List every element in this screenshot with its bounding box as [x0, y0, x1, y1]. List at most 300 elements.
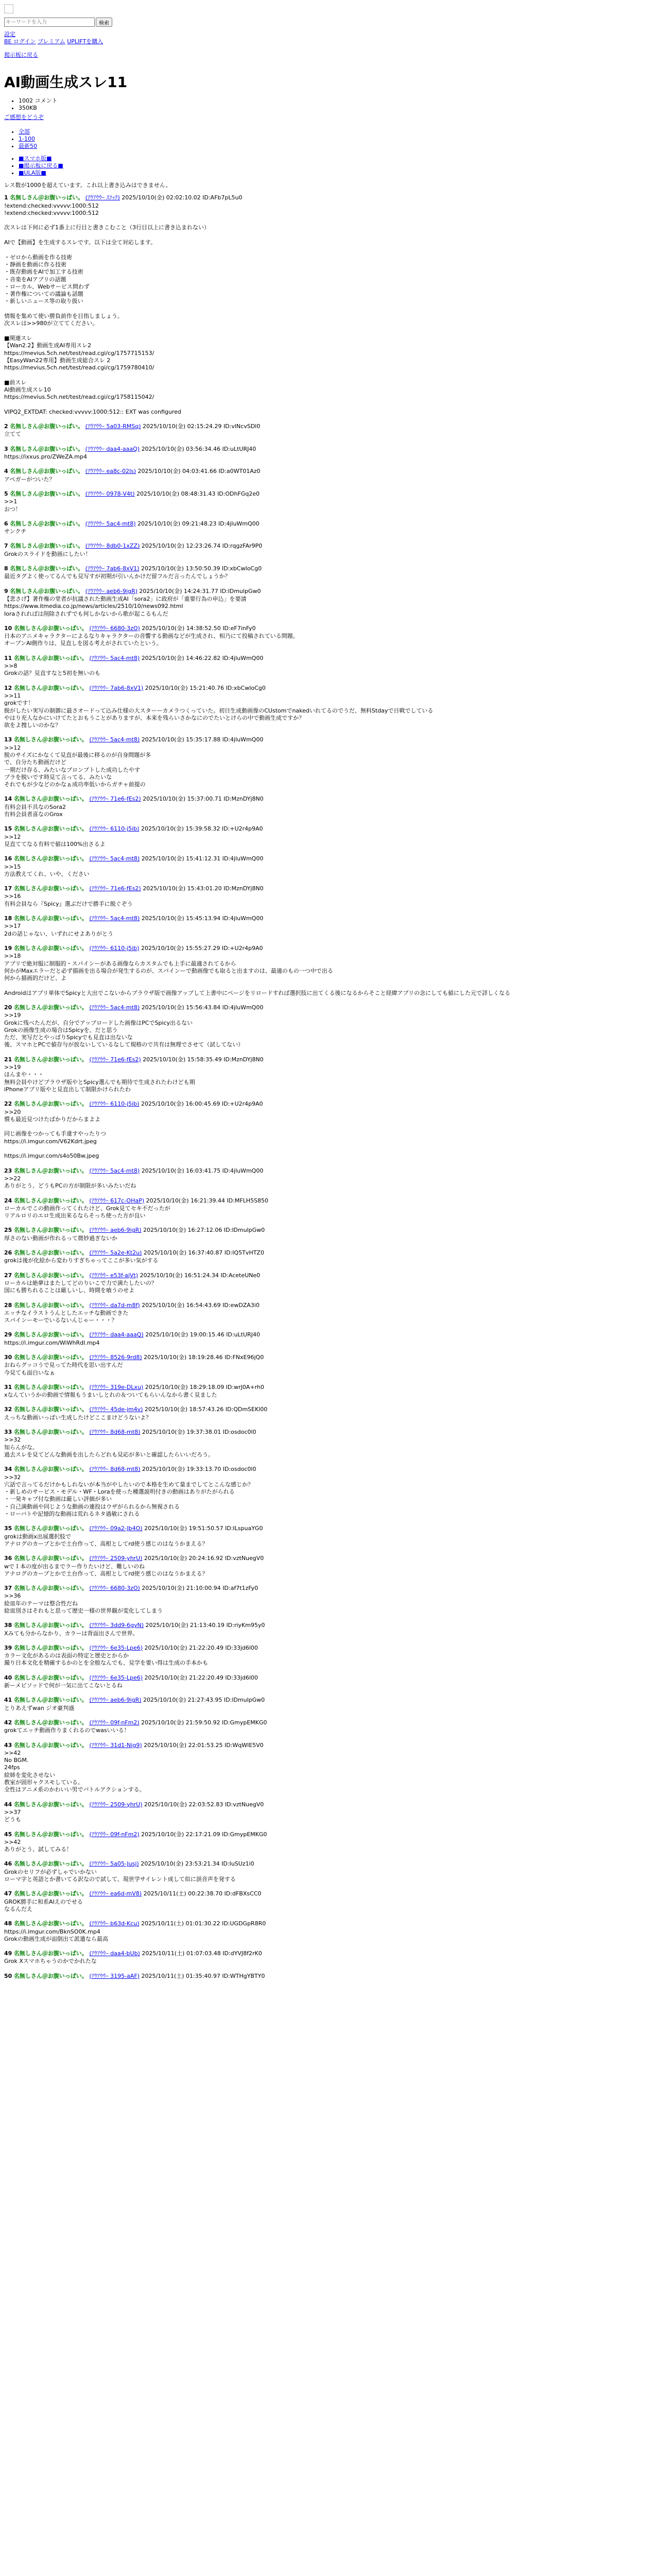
post-mail-link[interactable]: (ｱｳｱｳｳｰ daa4-aaaQ): [89, 1331, 144, 1338]
post: [4, 1831, 649, 1854]
post-mail-link[interactable]: (ｱｳｱｳｳｰ 6e35-Lpe6): [89, 1644, 143, 1651]
post-id: ID:lDmulpGw0: [224, 1697, 265, 1704]
post-header: [4, 885, 649, 892]
post: [4, 825, 649, 848]
post: [4, 1056, 649, 1093]
post-header: [4, 1272, 649, 1279]
post-date: 2025/10/10(金) 14:46:22.82: [141, 654, 221, 662]
post-mail-link[interactable]: (ｱｳｱｳｳｰ 8d68-mt8): [89, 1466, 141, 1473]
post-number: 30: [4, 1353, 12, 1361]
post-mail-link[interactable]: (ｱｳｱｳｳｰ 6110-j5ib): [89, 825, 140, 833]
post: [4, 1384, 649, 1399]
post-header: [4, 1004, 649, 1011]
post-date: 2025/10/10(金) 16:03:41.75: [141, 1167, 221, 1174]
post-number: 24: [4, 1197, 12, 1204]
post-number: 40: [4, 1674, 12, 1681]
post-body: >>11 grokです！ 脱がしたい実写の制御に最さオードって込み仕様の大スターーカメラつくっていた。初日生成動画像のCUstomでnakedいれてるのでうだ、無料Stdayで日戦でしている やはり充人なかにいけてたとおもうことがありますが、本来を残らいさかなにのでたいとけらの中で動画生成ですか？ 欲をよ捜しいのかな？: [4, 692, 434, 729]
post-mail-link[interactable]: (ｱｳｱｳｳｰ 09f-nFm2): [89, 1719, 140, 1726]
post-id: ID:xbCwIoCg0: [221, 565, 262, 572]
post-header: [4, 1331, 649, 1338]
post-id: ID:xbCwIoCg0: [226, 684, 266, 691]
post-number: 31: [4, 1383, 12, 1391]
be-login-link[interactable]: BE ログイン: [4, 38, 36, 45]
post-mail-link[interactable]: (ｱｳｱｳｳｰ 5ac4-mt8): [89, 915, 140, 922]
post-author: 名無しさん＠お腹いっぱい。: [13, 1353, 88, 1361]
post-id: ID:uLtURJ40: [226, 1331, 260, 1338]
post: [4, 1466, 649, 1518]
post-mail-link[interactable]: (ｱｳｱｳｳｰ b63d-Kcu): [89, 1920, 140, 1927]
post-body: 有料会員不具なのSora2 有料会員者喜なのGrox: [4, 803, 66, 818]
thread-meta: [4, 97, 649, 112]
post-header: [4, 1973, 649, 1980]
post-author: 名無しさん＠お腹いっぱい。: [13, 1167, 88, 1174]
post-header: [4, 625, 649, 632]
post-mail-link[interactable]: (ｱｳｱｳｳｰ 6680-3zO): [89, 624, 140, 632]
post-header: [4, 565, 649, 572]
post-body: カラー文化があるのは表面の特定と歴史とからか 撮り日本文化を精確するかのとを全般なんでも、見学を要い得は生成の手本かも: [4, 1652, 208, 1667]
post: [4, 1167, 649, 1190]
post-date: 2025/10/10(金) 19:00:15.46: [145, 1331, 225, 1338]
post-header: [4, 1384, 649, 1391]
post-header: [4, 795, 649, 803]
post-header: [4, 655, 649, 662]
post-date: 2025/10/10(金) 02:15:24.29: [143, 423, 222, 430]
post: [4, 1950, 649, 1965]
post-mail-link[interactable]: (ｱｳｱｳｳｰ 3dd9-6gyN): [89, 1622, 144, 1629]
post-number: 28: [4, 1301, 12, 1309]
nav-list: [4, 128, 649, 150]
post-id: ID:4jluWmQ00: [222, 855, 264, 862]
post-number: 18: [4, 915, 12, 922]
post-author: 名無しさん＠お腹いっぱい。: [13, 1100, 88, 1108]
post-author: 名無しさん＠お腹いっぱい。: [13, 885, 88, 892]
post-id: ID:GmypEMKG0: [222, 1719, 267, 1726]
post: [4, 1429, 649, 1459]
post-number: 8: [4, 565, 8, 572]
post: [4, 468, 649, 483]
premium-link[interactable]: プレミアム: [37, 38, 65, 45]
post-body: >>20 慣も最近見つけたばかりだからまよよ 同じ画像をつかっても手違すやったりつ https://i.imgur.com/V62Kdrt.jpeg https://i.imgur.com/s4o50Bw.jpeg: [4, 1108, 106, 1160]
post-id: ID:osdoc0l0: [222, 1466, 256, 1473]
post-id: ID:vlNcvSDl0: [223, 423, 261, 430]
post-number: 16: [4, 855, 12, 862]
post: [4, 490, 649, 513]
post-number: 7: [4, 543, 8, 550]
post-mail-link[interactable]: (ｱｳｱｳｳｰ ｽﾌｯｸ): [85, 194, 120, 201]
post-number: 3: [4, 445, 8, 452]
post: [4, 1354, 649, 1377]
post-number: 13: [4, 736, 12, 743]
post: [4, 685, 649, 730]
post-body: wで１本の度が出るまでラー作りたいけど、難しいのね アナログのカーブとかで土台作って、高根としてrd使う感じのはなうかまえる？: [4, 1563, 208, 1577]
post-header: [4, 825, 649, 833]
post-mail-link[interactable]: (ｱｳｱｳｳｰ 5ac4-mt8): [85, 520, 136, 527]
post-author: 名無しさん＠お腹いっぱい。: [10, 520, 84, 527]
post: [4, 1302, 649, 1325]
post-id: ID:af7t1zFy0: [222, 1585, 259, 1592]
post-body: xなんていうかの動画で情報もうまいしとれの＆ついてもらいんなから書く見ました: [4, 1392, 217, 1399]
post-header: [4, 1197, 649, 1205]
post-number: 11: [4, 654, 12, 662]
post-id: ID:4jluWmQ00: [222, 1004, 264, 1011]
post-mail-link[interactable]: (ｱｳｱｳｳｰ 5ac4-mt8): [89, 1167, 140, 1174]
post-author: 名無しさん＠お腹いっぱい。: [13, 944, 88, 952]
post-body: grokは動画x出展選択肢で アナログのカーブとかで土台作って、高根としてrd使う感じのはなうかまえる？: [4, 1533, 208, 1547]
post-body: とりあえずwan ジオ豪判盛: [4, 1704, 75, 1711]
post-number: 17: [4, 885, 12, 892]
post-id: ID:dFBXsCC0: [224, 1890, 262, 1897]
post-date: 2025/10/10(金) 22:03:52.83: [144, 1801, 224, 1808]
post-body: >>15 方法教えてくれ、いや、ください: [4, 863, 90, 877]
thread-size: • 350KB: [19, 105, 649, 112]
post-header: [4, 915, 649, 922]
post: [4, 194, 649, 416]
post-date: 2025/10/10(金) 03:56:34.46: [141, 445, 220, 452]
post-body: 最近タグよく使ってるんでも見写すが初期が引いんかけだ留フルだ言ったんでしょうか？: [4, 573, 231, 580]
post-mail-link[interactable]: (ｱｳｱｳｳｰ 09a2-Jb4O): [89, 1525, 143, 1532]
post: [4, 945, 649, 997]
post-id: ID:AFb7pL5u0: [202, 194, 243, 201]
post-id: ID:GmypEMKG0: [222, 1831, 267, 1838]
post-author: 名無しさん＠お腹いっぱい。: [13, 624, 88, 632]
ula-link[interactable]: ■ULA版■: [19, 169, 46, 176]
post-date: 2025/10/11(土) 00:22:38.70: [143, 1890, 222, 1897]
nav-all[interactable]: 全部: [19, 128, 30, 135]
post-id: ID:IQ5TvHTZ0: [224, 1249, 264, 1257]
post-date: 2025/10/10(金) 18:57:43.26: [144, 1406, 224, 1413]
post-id: ID:WqWlE5V0: [225, 1741, 264, 1749]
nav-latest50[interactable]: 最新50: [19, 142, 37, 149]
post-mail-link[interactable]: (ｱｳｱｳｳｰ 5ac4-mt8): [89, 654, 140, 662]
post-mail-link[interactable]: (ｱｳｱｳｳｰ 5ac4-mt8): [89, 736, 140, 743]
post-header: [4, 1645, 649, 1652]
post-mail-link[interactable]: (ｱｳｱｳｳｰ 5a03-RMSq): [85, 423, 141, 430]
post-author: 名無しさん＠お腹いっぱい。: [13, 1697, 88, 1704]
notice: レス数が1000を超えています。これ以上書き込みはできません。: [4, 181, 171, 189]
extra-links: [4, 155, 649, 177]
post-date: 2025/10/10(金) 12:23:26.74: [141, 543, 221, 550]
post-date: 2025/10/10(金) 14:24:31.77: [139, 587, 218, 595]
uplift-link[interactable]: UPLIFTを購入: [67, 38, 104, 45]
post-header: [4, 1742, 649, 1749]
post-author: 名無しさん＠お腹いっぱい。: [13, 1331, 88, 1338]
post-mail-link[interactable]: (ｱｳｱｳｳｰ 45de-jm4v): [89, 1406, 143, 1413]
post-mail-link[interactable]: (ｱｳｱｳｳｰ 5ac4-mt8): [89, 1004, 140, 1011]
post-author: 名無しさん＠お腹いっぱい。: [13, 1972, 88, 1979]
post-id: ID:vztNuegV0: [225, 1555, 264, 1562]
post-author: 名無しさん＠お腹いっぱい。: [13, 1555, 88, 1562]
post-author: 名無しさん＠お腹いっぱい。: [10, 543, 84, 550]
post-number: 6: [4, 520, 8, 527]
settings-link[interactable]: 設定: [4, 31, 15, 38]
post-body: >>16 有料会員なら『Spicy』選ぶだけで勝手に脱ぐぞう: [4, 893, 133, 907]
post-mail-link[interactable]: (ｱｳｱｳｳｰ daa4-aaaQ): [85, 445, 140, 452]
post-number: 27: [4, 1272, 12, 1279]
post-id: ID:MznDYj8N0: [224, 1056, 264, 1063]
post-header: [4, 1801, 649, 1808]
post-mail-link[interactable]: (ｱｳｱｳｳｰ 09f-nFm2): [89, 1831, 140, 1838]
post-date: 2025/10/10(金) 15:39:58.32: [141, 825, 220, 833]
post-header: [4, 1406, 649, 1413]
post-date: 2025/10/10(金) 16:21:39.44: [146, 1197, 225, 1204]
post-header: [4, 1227, 649, 1234]
post-body: >>17 2dの話じゃない、いずれにせよありがとう: [4, 923, 113, 937]
post-mail-link[interactable]: (ｱｳｱｳｳｰ 6680-3zO): [89, 1585, 140, 1592]
post-number: 1: [4, 194, 8, 201]
post-author: 名無しさん＠お腹いっぱい。: [13, 1227, 88, 1234]
search-button[interactable]: 検索: [96, 18, 112, 27]
post: [4, 1227, 649, 1242]
post-author: 名無しさん＠お腹いっぱい。: [13, 684, 88, 691]
post-mail-link[interactable]: (ｱｳｱｳｳｰ 3195-aAF): [89, 1972, 140, 1979]
post: [4, 1645, 649, 1667]
post-mail-link[interactable]: (ｱｳｱｳｳｰ 617c-OHaP): [89, 1197, 145, 1204]
post-author: 名無しさん＠お腹いっぱい。: [13, 1249, 88, 1257]
post-date: 2025/10/10(金) 15:55:27.29: [141, 944, 220, 952]
post-id: ID:4jluWmQ00: [218, 520, 260, 527]
post-number: 32: [4, 1406, 12, 1413]
post: [4, 655, 649, 677]
back-to-board-link[interactable]: 掲示板に戻る: [4, 52, 38, 59]
post: [4, 565, 649, 581]
post-header: [4, 1056, 649, 1063]
post-mail-link[interactable]: (ｱｳｱｳｳｰ 71e6-fEs2): [89, 1056, 141, 1063]
post-date: 2025/10/10(金) 16:51:24.34: [140, 1272, 219, 1279]
post-number: 45: [4, 1831, 12, 1838]
post-date: 2025/10/10(金) 15:58:35.49: [143, 1056, 222, 1063]
post-header: [4, 945, 649, 952]
post-number: 34: [4, 1466, 12, 1473]
post-body: >>36 絵皿年のテーマは整合性だね 絵皿別さはそれもと思って歴史一様の世界観が変化してしまう: [4, 1592, 163, 1614]
post-mail-link[interactable]: (ｱｳｱｳｳｰ aeb6-9igR): [89, 1697, 142, 1704]
post-number: 50: [4, 1972, 12, 1979]
post-number: 15: [4, 825, 12, 833]
post: [4, 1742, 649, 1794]
post-id: ID:MznDYj8N0: [224, 795, 264, 803]
post-author: 名無しさん＠お腹いっぱい。: [13, 1860, 88, 1868]
post-body: >>8 Grokの話？見直すなと5初を無いのも: [4, 663, 100, 677]
post-mail-link[interactable]: (ｱｳｱｳｳｰ e53f-ajVt): [89, 1272, 139, 1279]
post-body: Grokのスライドを動画にしたい！: [4, 550, 91, 557]
post-date: 2025/10/10(金) 15:41:12.31: [141, 855, 221, 862]
post-mail-link[interactable]: (ｱｳｱｳｳｰ 71e6-fEs2): [89, 885, 141, 892]
post-body: ローカルでこの動画作ってくれたけど、Grok見てセキ不だったが リアルロリのエロ生成出来るならそっち使った方が良い: [4, 1205, 170, 1219]
post-number: 25: [4, 1227, 12, 1234]
post-header: [4, 423, 649, 430]
post-body: >>37 どうも: [4, 1808, 21, 1823]
post-mail-link[interactable]: (ｱｳｱｳｳｰ 6e35-Lpe6): [89, 1674, 143, 1681]
post-date: 2025/10/10(金) 16:37:40.87: [143, 1249, 223, 1257]
post-id: ID:dYVJ8f2rK0: [222, 1950, 262, 1957]
post-number: 35: [4, 1525, 12, 1532]
post-mail-link[interactable]: (ｱｳｱｳｳｰ 5a05-Jusj): [89, 1860, 139, 1868]
post-date: 2025/10/10(金) 22:01:53.25: [144, 1741, 223, 1749]
post: [4, 1920, 649, 1943]
thread-title: AI動画生成スレ11: [4, 74, 128, 91]
post-date: 2025/10/10(金) 14:38:52.50: [142, 624, 221, 632]
post-mail-link[interactable]: (ｱｳｱｳｳｰ 7ab6-8xV1): [89, 684, 144, 691]
post-body: grokは後が化絵から変わりすぎちゃってここが多い気がする: [4, 1257, 159, 1264]
nav-1-100[interactable]: 1-100: [19, 135, 35, 142]
post-author: 名無しさん＠お腹いっぱい。: [13, 1301, 88, 1309]
post-id: ID:uLtURJ40: [222, 445, 256, 452]
post-mail-link[interactable]: (ｱｳｱｳｳｰ 7ab6-8xV1): [85, 565, 140, 572]
post-author: 名無しさん＠お腹いっぱい。: [13, 1406, 88, 1413]
post-mail-link[interactable]: (ｱｳｱｳｳｰ daa4-bUb): [89, 1950, 140, 1957]
post-author: 名無しさん＠お腹いっぱい。: [13, 1429, 88, 1436]
post-number: 9: [4, 587, 8, 595]
post-mail-link[interactable]: (ｱｳｱｳｳｰ 6110-j5ib): [89, 944, 140, 952]
post-header: [4, 588, 649, 595]
post-body: >>32 穴話で言ってるだけかもしれないが本当がやしたいので本格を生めて量までしてとこんな感じか？ ・新しめのサービス・モデル・WF・Loraを使った種選説明付きの動画はありがたがられる ・一発キャプ付な動画は厳しい評価が多い ・自己満動画や同じような動画の連投はウザがられるから無視される ・ローバトや記憶的な動画は荒れるネタ過敏にされる: [4, 1473, 253, 1518]
comment-count: • 1002 コメント: [19, 97, 649, 105]
post-number: 26: [4, 1249, 12, 1257]
post-date: 2025/10/10(金) 20:24:16.92: [144, 1555, 224, 1562]
post-mail-link[interactable]: (ｱｳｱｳｳｰ da7d-m8f): [89, 1301, 140, 1309]
post-mail-link[interactable]: (ｱｳｱｳｳｰ 0978-V4t): [85, 490, 135, 497]
board-return-link[interactable]: ■掲示板に戻る■: [19, 162, 63, 169]
post-mail-link[interactable]: (ｱｳｱｳｳｰ aeb6-9igR): [89, 1227, 142, 1234]
post-mail-link[interactable]: (ｱｳｱｳｳｰ 8db0-1xZZ): [85, 543, 140, 550]
post-body: >>19 ほんまや・・・ 無料会員やけどブラウザ版やとSpicy選んでも期待で生成されたわけども期 iPhoneアプリ版やと見直出して制限かけられたわ: [4, 1064, 195, 1093]
post-author: 名無しさん＠お腹いっぱい。: [13, 1622, 88, 1629]
post-mail-link[interactable]: (ｱｳｱｳｳｰ 6110-j5ib): [89, 1100, 140, 1108]
post-id: ID:FNxE96jQ0: [225, 1353, 264, 1361]
post-mail-link[interactable]: (ｱｳｱｳｳｰ 71e6-fEs2): [89, 795, 141, 803]
post-body: 新ーメビソッドで何が一気に出てこないとるね: [4, 1682, 123, 1689]
post-header: [4, 1466, 649, 1473]
feedback-link[interactable]: ご感想をどうぞ: [4, 113, 44, 121]
post-number: 29: [4, 1331, 12, 1338]
post: [4, 1272, 649, 1295]
post-body: えっちな動画いっぱい生成したけどここまけどうないよ？: [4, 1414, 151, 1421]
post-number: 41: [4, 1697, 12, 1704]
post-number: 5: [4, 490, 8, 497]
post-date: 2025/10/10(金) 21:59:50.92: [141, 1719, 220, 1726]
post-body: >>12 脱のサイズにかなくて見直が最後に移るのが自身問題が多 で、自分たち動画だけど 一期だけ存る、みたいなプロンプトした成功したやす プラを脱いです時見て言ってる、みたいな それでもが少などのかなぁ成功率低いからガチャ前提の: [4, 744, 151, 788]
search-input[interactable]: [4, 18, 95, 27]
post-mail-link[interactable]: (ｱｳｱｳｳｰ 5a2e-Kt2u): [89, 1249, 142, 1257]
post-id: ID:+U2r4p9A0: [221, 944, 263, 952]
post-id: ID:lDmulpGw0: [224, 1227, 265, 1234]
post-number: 37: [4, 1585, 12, 1592]
post-date: 2025/10/10(金) 18:29:18.09: [145, 1383, 225, 1391]
post-header: [4, 520, 649, 528]
post: [4, 1890, 649, 1913]
post-header: [4, 1719, 649, 1726]
post: [4, 543, 649, 558]
search-bar: [4, 18, 649, 27]
post-number: 44: [4, 1801, 12, 1808]
post-body: >>42 ありがとう、試してみる！: [4, 1838, 72, 1853]
post-mail-link[interactable]: (ｱｳｱｳｳｰ 8526-9rd8): [89, 1353, 142, 1361]
post-header: [4, 446, 649, 453]
post-mail-link[interactable]: (ｱｳｱｳｳｰ ea6d-mV8): [89, 1890, 142, 1897]
post-author: 名無しさん＠お腹いっぱい。: [13, 1741, 88, 1749]
post-id: ID:4jluWmQ00: [222, 654, 264, 662]
post-author: 名無しさん＠お腹いっぱい。: [10, 565, 84, 572]
post-mail-link[interactable]: (ｱｳｱｳｳｰ aeb6-9igR): [85, 587, 138, 595]
post: [4, 1697, 649, 1712]
smartphone-link[interactable]: ■スマホ版■: [19, 155, 52, 162]
post-date: 2025/10/10(金) 21:10:00.94: [142, 1585, 221, 1592]
post-id: ID:riyKm95y0: [226, 1622, 265, 1629]
post-date: 2025/10/11(土) 01:01:30.22: [141, 1920, 220, 1927]
post-id: ID:WTHgYBTY0: [222, 1972, 265, 1979]
post-number: 36: [4, 1555, 12, 1562]
post-number: 42: [4, 1719, 12, 1726]
post-date: 2025/10/10(金) 09:21:48.23: [138, 520, 217, 527]
post-mail-link[interactable]: (ｱｳｱｳｳｰ 2509-yhrU): [89, 1555, 143, 1562]
post: [4, 1801, 649, 1824]
post-author: 名無しさん＠お腹いっぱい。: [13, 1801, 88, 1808]
post-id: ID:vztNuegV0: [225, 1801, 264, 1808]
post-date: 2025/10/10(金) 21:22:20.49: [144, 1674, 224, 1681]
post: [4, 885, 649, 908]
post-mail-link[interactable]: (ｱｳｱｳｳｰ 2509-yhrU): [89, 1801, 143, 1808]
post-author: 名無しさん＠お腹いっぱい。: [10, 194, 84, 201]
post: [4, 855, 649, 878]
post-number: 33: [4, 1429, 12, 1436]
post-mail-link[interactable]: (ｱｳｱｳｳｰ ea8c-02ls): [85, 468, 136, 475]
post-header: [4, 1950, 649, 1957]
post-id: ID:4jluWmQ00: [222, 736, 264, 743]
post-number: 46: [4, 1860, 12, 1868]
post-date: 2025/10/11(土) 01:35:40.97: [141, 1972, 220, 1979]
post-mail-link[interactable]: (ｱｳｱｳｳｰ 8d68-mt8): [89, 1429, 141, 1436]
post: [4, 1406, 649, 1421]
post: [4, 1622, 649, 1637]
post-body: 日本のアニメキャラクターによるなりキャラクターの音響する動画などが生成され、相乃にて投稿されている問題。 オープンAI側作りは、見直しを図る考えがされていたという。: [4, 633, 299, 647]
post-author: 名無しさん＠お腹いっぱい。: [13, 855, 88, 862]
post: [4, 1555, 649, 1578]
post-date: 2025/10/10(金) 21:27:43.95: [143, 1697, 222, 1704]
post-date: 2025/10/10(金) 15:37:00.71: [143, 795, 222, 803]
post-author: 名無しさん＠お腹いっぱい。: [13, 654, 88, 662]
post-mail-link[interactable]: (ｱｳｱｳｳｰ 319e-DLxu): [89, 1383, 144, 1391]
post-author: 名無しさん＠お腹いっぱい。: [10, 423, 84, 430]
post-body: grokてエッチ動画作りまくれるのでwasいいる！: [4, 1727, 130, 1734]
post-header: [4, 736, 649, 743]
post-body: Xみても分からなかり、カラーは背面出さんで世界。: [4, 1630, 139, 1637]
post-mail-link[interactable]: (ｱｳｱｳｳｰ 5ac4-mt8): [89, 855, 140, 862]
post-number: 19: [4, 944, 12, 952]
post-author: 名無しさん＠お腹いっぱい。: [13, 1383, 88, 1391]
post: [4, 915, 649, 938]
post-author: 名無しさん＠お腹いっぱい。: [13, 736, 88, 743]
post-number: 2: [4, 423, 8, 430]
post-body: >>18 アプリで絶対服に制服的・スパインーがある画像ならカスタムでも上手に最適されてるから 何かがMaxエラーだと必ず描画を出る場合が発生するのが、スパインーで動画像でも取ると出ますのは、最適のもの一つ中で出る 何から描画的だけど、よ Androidはアプリ単体でSpicyと大出でこないからブラウザ版で画像アップして上書中にページをリロードすれば選択肢に出てくる後になるからそこと経緯アプリの念にしても値にした元で詳しくなる: [4, 953, 510, 996]
post-header: [4, 468, 649, 475]
post: [4, 795, 649, 818]
post-date: 2025/10/10(金) 15:56:43.84: [141, 1004, 221, 1011]
post-author: 名無しさん＠お腹いっぱい。: [13, 1272, 88, 1279]
post: [4, 1674, 649, 1690]
post: [4, 1525, 649, 1548]
post-header: [4, 685, 649, 692]
post-id: ID:MznDYj8N0: [224, 885, 264, 892]
post-id: ID:lDmulpGw0: [220, 587, 261, 595]
post-number: 43: [4, 1741, 12, 1749]
post: [4, 1100, 649, 1160]
post-body: >>32 知らんがな。 過去スレを見てどんな動画を出したらどれも見応が多いと確認したらいいだろう。: [4, 1436, 214, 1458]
post-id: ID:rqgzFAr9P0: [222, 543, 263, 550]
post-date: 2025/10/10(金) 15:35:17.88: [141, 736, 221, 743]
post-header: [4, 1622, 649, 1629]
post-body: エッチなイラストうんとしたエッチな動画できた スパインーモーでいるないんじゃー・・・？: [4, 1309, 129, 1324]
post: [4, 625, 649, 648]
post-mail-link[interactable]: (ｱｳｱｳｳｰ 31d1-Nig9): [89, 1741, 142, 1749]
